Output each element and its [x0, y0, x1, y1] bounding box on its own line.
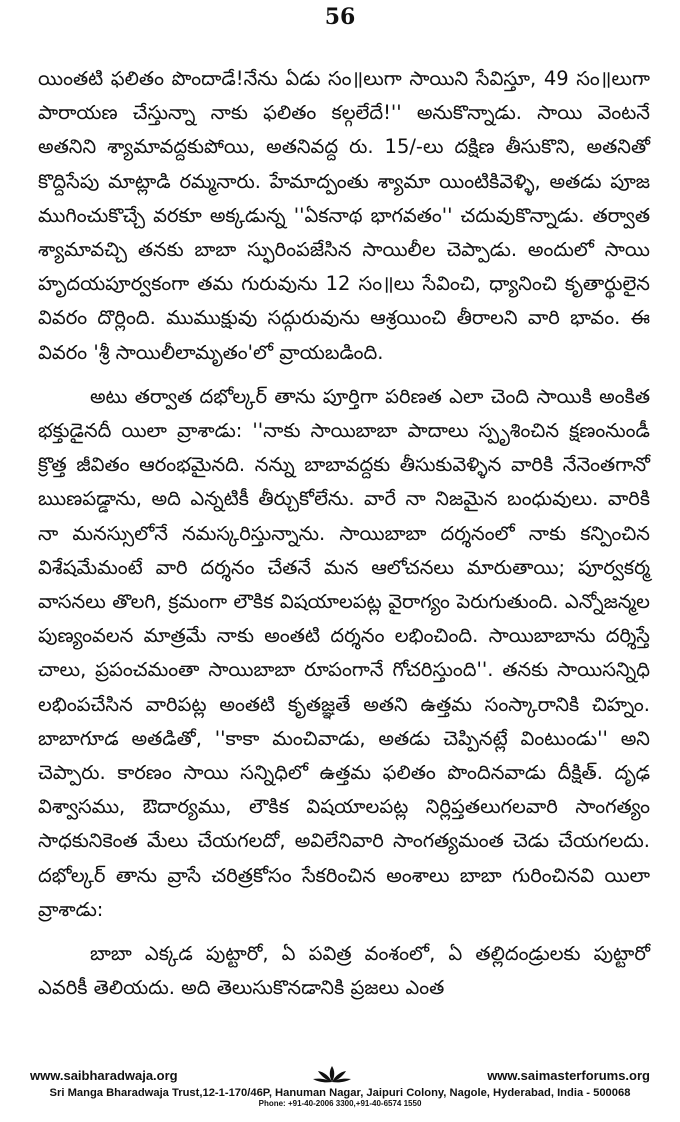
footer-phone: Phone: +91-40-2006 3300,+91-40-6574 1550 [258, 1099, 422, 1108]
footer-right-url[interactable]: www.saimasterforums.org [487, 1067, 650, 1083]
page-footer [30, 1064, 650, 1108]
lotus-ornament-icon [312, 1064, 352, 1086]
paragraph-3: బాబా ఎక్కడ పుట్టారో, ఏ పవిత్ర వంశంలో, ఏ తల్లిదండ్రులకు పుట్టారో ఎవరికీ తెలియదు. అది తెలుసుకొనడానికి ప్రజలు ఎంత [38, 942, 650, 1000]
body-text [38, 62, 650, 1005]
page-number: 56 [324, 4, 356, 30]
footer-left-url[interactable]: www.saibharadwaja.org [30, 1067, 178, 1083]
paragraph-2: అటు తర్వాత దభోల్కర్ తాను పూర్తిగా పరిణత ఎలా చెంది సాయికి అంకిత భక్తుడైనదీ యిలా వ్రాశాడు: ''నాకు సాయిబాబా పాదాలు స్పృశించిన క్షణంనుండీ క్రొత్త జీవితం ఆరంభమైనది. నన్ను బాబావద్దకు తీసుకువెళ్ళిన వారికి నేనెంతగానో ఋణపడ్డాను, అది ఎన్నటికీ తీర్చుకోలేను. వారే నా నిజమైన బంధువులు. వారికి నా మనస్సులోనే నమస్కరిస్తున్నాను. సాయిబాబా దర్శనంలో నాకు కన్పించిన విశేషమేమంటే వారి దర్శనం చేతనే మన ఆలోచనలు మారుతాయి; పూర్వకర్మ వాసనలు తొలగి, క్రమంగా లౌకిక విషయాలపట్ల వైరాగ్యం పెరుగుతుంది. ఎన్నోజన్మల పుణ్యంవలన మాత్రమే నాకు అంతటి దర్శనం లభించింది. సాయిబాబాను దర్శిస్తే చాలు, ప్రపంచమంతా సాయిబాబా రూపంగానే గోచరిస్తుంది''. తనకు సాయిసన్నిధి లభింపచేసిన వారిపట్ల అంతటి కృతజ్ఞతే అతని ఉత్తమ సంస్కారానికి చిహ్నం. బాబాగూడ అతడితో, ''కాకా మంచివాడు, అతడు చెప్పినట్లే వింటుండు'' అని చెప్పారు. కారణం సాయి సన్నిధిలో ఉత్తమ ఫలితం పొందినవాడు దీక్షిత్. దృఢ విశ్వాసము, ఔదార్యము, లౌకిక విషయాలపట్ల నిర్లిప్తతలుగలవారి సాంగత్యం సాధకునికెంత మేలు చేయగలదో, అవిలేనివారి సాంగత్యమంత చెడు చేయగలదు. దభోల్కర్ తాను వ్రాసే చరిత్రకోసం సేకరించిన అంశాలు బాబా గురించినవి యిలా వ్రాశాడు: [38, 384, 650, 921]
footer-address: Sri Manga Bharadwaja Trust,12-1-170/46P, Hanuman Nagar, Jaipuri Colony, Nagole, Hyderabad, India - 500068 [49, 1087, 631, 1099]
footer-links-row [30, 1064, 650, 1086]
paragraph-1: యింతటి ఫలితం పొందాడే!నేను ఏడు సం॥లుగా సాయిని సేవిస్తూ, 49 సం॥లుగా పారాయణ చేస్తున్నా నాకు ఫలితం కల్గలేదే!'' అనుకొన్నాడు. సాయి వెంటనే అతనిని శ్యామావద్దకుపోయి, అతనివద్ద రు. 15/-లు దక్షిణ తీసుకొని, అతనితో కొద్దిసేపు మాట్లాడి రమ్మనారు. హేమాద్పంతు శ్యామా యింటికివెళ్ళి, అతడు పూజ ముగించుకొచ్చే వరకూ అక్కడున్న ''ఏకనాథ భాగవతం'' చదువుకొన్నాడు. తర్వాత శ్యామావచ్చి తనకు బాబా స్ఫురింపజేసిన సాయిలీల చెప్పాడు. అందులో సాయి హృదయపూర్వకంగా తమ గురువును 12 సం॥లు సేవించి, ధ్యానించి కృతార్థులైన వివరం దొర్లింది. ముముక్షువు సద్గురువును ఆశ్రయించి తీరాలని వారి భావం. ఈ వివరం 'శ్రీ సాయిలీలామృతం'లో వ్రాయబడింది. [38, 67, 650, 364]
